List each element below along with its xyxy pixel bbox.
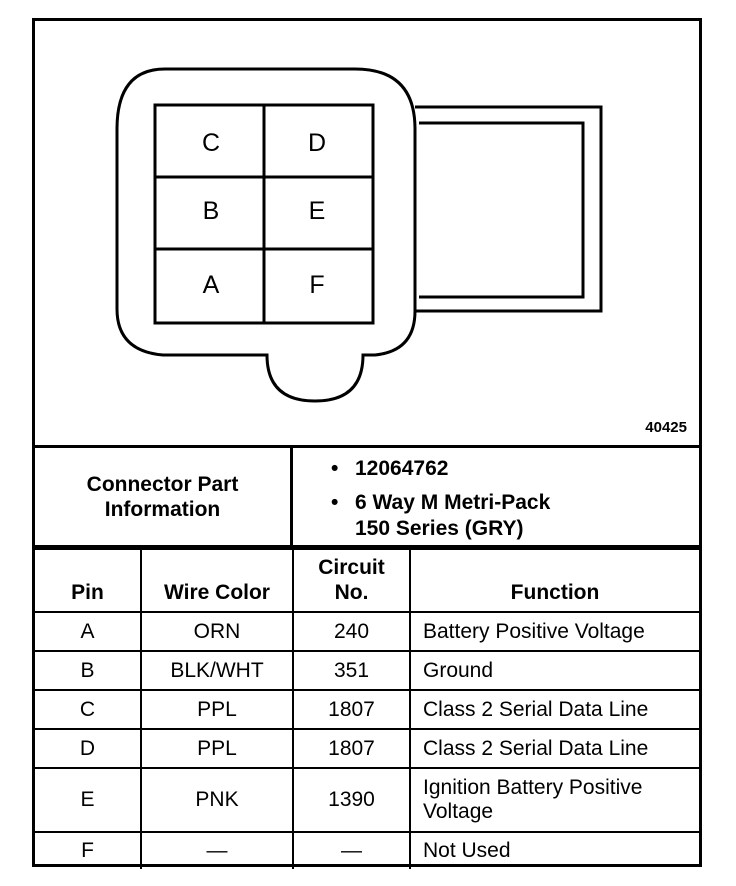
pin-label-c: C (201, 129, 221, 157)
cell-circuit: — (293, 832, 410, 869)
cell-circuit: 240 (293, 612, 410, 651)
connector-info-section (35, 445, 699, 548)
table-row (35, 690, 699, 729)
table-row (35, 729, 699, 768)
cell-function: Ground (410, 651, 699, 690)
connector-info-list (293, 448, 699, 545)
cell-circuit: 1390 (293, 768, 410, 832)
cell-pin: D (35, 729, 141, 768)
pin-label-e: E (308, 197, 326, 225)
cell-wire-color: BLK/WHT (141, 651, 293, 690)
header-wire-color: Wire Color (141, 549, 293, 612)
cell-wire-color: — (141, 832, 293, 869)
bullet-icon: • (331, 457, 339, 480)
cell-pin: F (35, 832, 141, 869)
cell-circuit: 351 (293, 651, 410, 690)
cell-function: Class 2 Serial Data Line (410, 690, 699, 729)
header-pin: Pin (35, 549, 141, 612)
connector-diagram (35, 21, 699, 445)
connector-sheet (32, 18, 702, 867)
table-row (35, 832, 699, 869)
cell-wire-color: PPL (141, 729, 293, 768)
cell-circuit: 1807 (293, 690, 410, 729)
pin-label-b: B (202, 197, 220, 225)
pin-label-a: A (202, 271, 220, 299)
pin-label-f: F (309, 271, 325, 299)
table-row (35, 768, 699, 832)
header-circuit: Circuit No. (293, 549, 410, 612)
pin-label-d: D (307, 129, 327, 157)
cell-pin: E (35, 768, 141, 832)
part-number-text: 12064762 (355, 457, 449, 480)
connector-latch-outline (415, 107, 601, 311)
connector-info-label (35, 448, 293, 545)
connector-face-drawing (35, 21, 699, 445)
table-row (35, 651, 699, 690)
figure-id: 40425 (645, 419, 687, 436)
connector-description-text: 6 Way M Metri-Pack 150 Series (GRY) (355, 491, 551, 540)
cell-wire-color: ORN (141, 612, 293, 651)
pinout-table (35, 548, 699, 869)
table-row (35, 612, 699, 651)
header-function: Function (410, 549, 699, 612)
connector-latch-inner (419, 123, 583, 297)
cell-function: Not Used (410, 832, 699, 869)
cell-pin: B (35, 651, 141, 690)
cell-function: Ignition Battery Positive Voltage (410, 768, 699, 832)
cell-wire-color: PPL (141, 690, 293, 729)
cell-function: Class 2 Serial Data Line (410, 729, 699, 768)
connector-info-label-text: Connector Part Information (86, 472, 239, 521)
cell-wire-color: PNK (141, 768, 293, 832)
cell-circuit: 1807 (293, 729, 410, 768)
cell-pin: A (35, 612, 141, 651)
cell-pin: C (35, 690, 141, 729)
table-header-row (35, 549, 699, 612)
cell-function: Battery Positive Voltage (410, 612, 699, 651)
bullet-icon: • (331, 491, 339, 514)
connector-housing-outline (117, 69, 415, 401)
